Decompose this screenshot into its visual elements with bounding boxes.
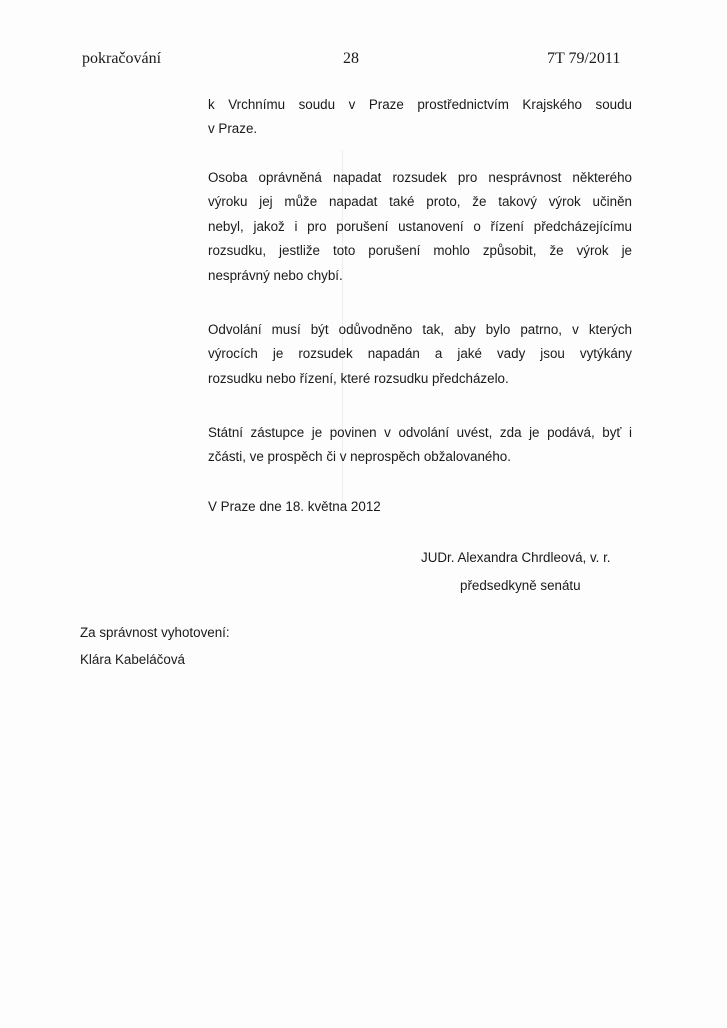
paragraph-line: v Praze. (208, 121, 258, 137)
paragraph-appeal-justification (208, 318, 632, 391)
paragraph-line: Odvolání musí být odůvodněno tak, aby bylo patrno, v kterých (208, 322, 632, 337)
paragraph-line: nesprávný nebo chybí. (208, 267, 343, 283)
signature-name: JUDr. Alexandra Chrdleová, v. r. (421, 550, 611, 565)
paragraph-line: výrocích je rozsudek napadán a jaké vady jsou vytýkány (208, 346, 632, 362)
paragraph-line: Státní zástupce je povinen v odvolání uvést, zda je podává, byť i (208, 425, 632, 440)
paragraph-entitled-person (208, 166, 632, 288)
header-page-number: 28 (343, 50, 359, 67)
paragraph-line: výroku jej může napadat také proto, že takový výrok učiněn (208, 194, 632, 210)
paragraph-appeal-court (208, 93, 632, 142)
certification-name: Klára Kabeláčová (80, 652, 185, 667)
signature-role: předsedkyně senátu (460, 578, 581, 593)
paragraph-line: zčásti, ve prospěch či v neprospěch obžalovaného. (208, 449, 511, 465)
paragraph-prosecutor-duty (208, 421, 632, 470)
header-case-number: 7T 79/2011 (547, 50, 621, 67)
paragraph-line: rozsudku, jestliže toto porušení mohlo způsobit, že výrok je (208, 243, 632, 259)
paragraph-line: rozsudku nebo řízení, které rozsudku předcházelo. (208, 370, 509, 386)
paragraph-line: k Vrchnímu soudu v Praze prostřednictvím Krajského soudu (208, 97, 632, 112)
paragraph-line: Osoba oprávněná napadat rozsudek pro nesprávnost některého (208, 170, 632, 185)
certification-label: Za správnost vyhotovení: (80, 625, 230, 640)
header-continuation-label: pokračování (82, 50, 162, 67)
date-line: V Praze dne 18. května 2012 (208, 499, 381, 514)
paragraph-line: nebyl, jakož i pro porušení ustanovení o řízení předcházejícímu (208, 218, 632, 234)
